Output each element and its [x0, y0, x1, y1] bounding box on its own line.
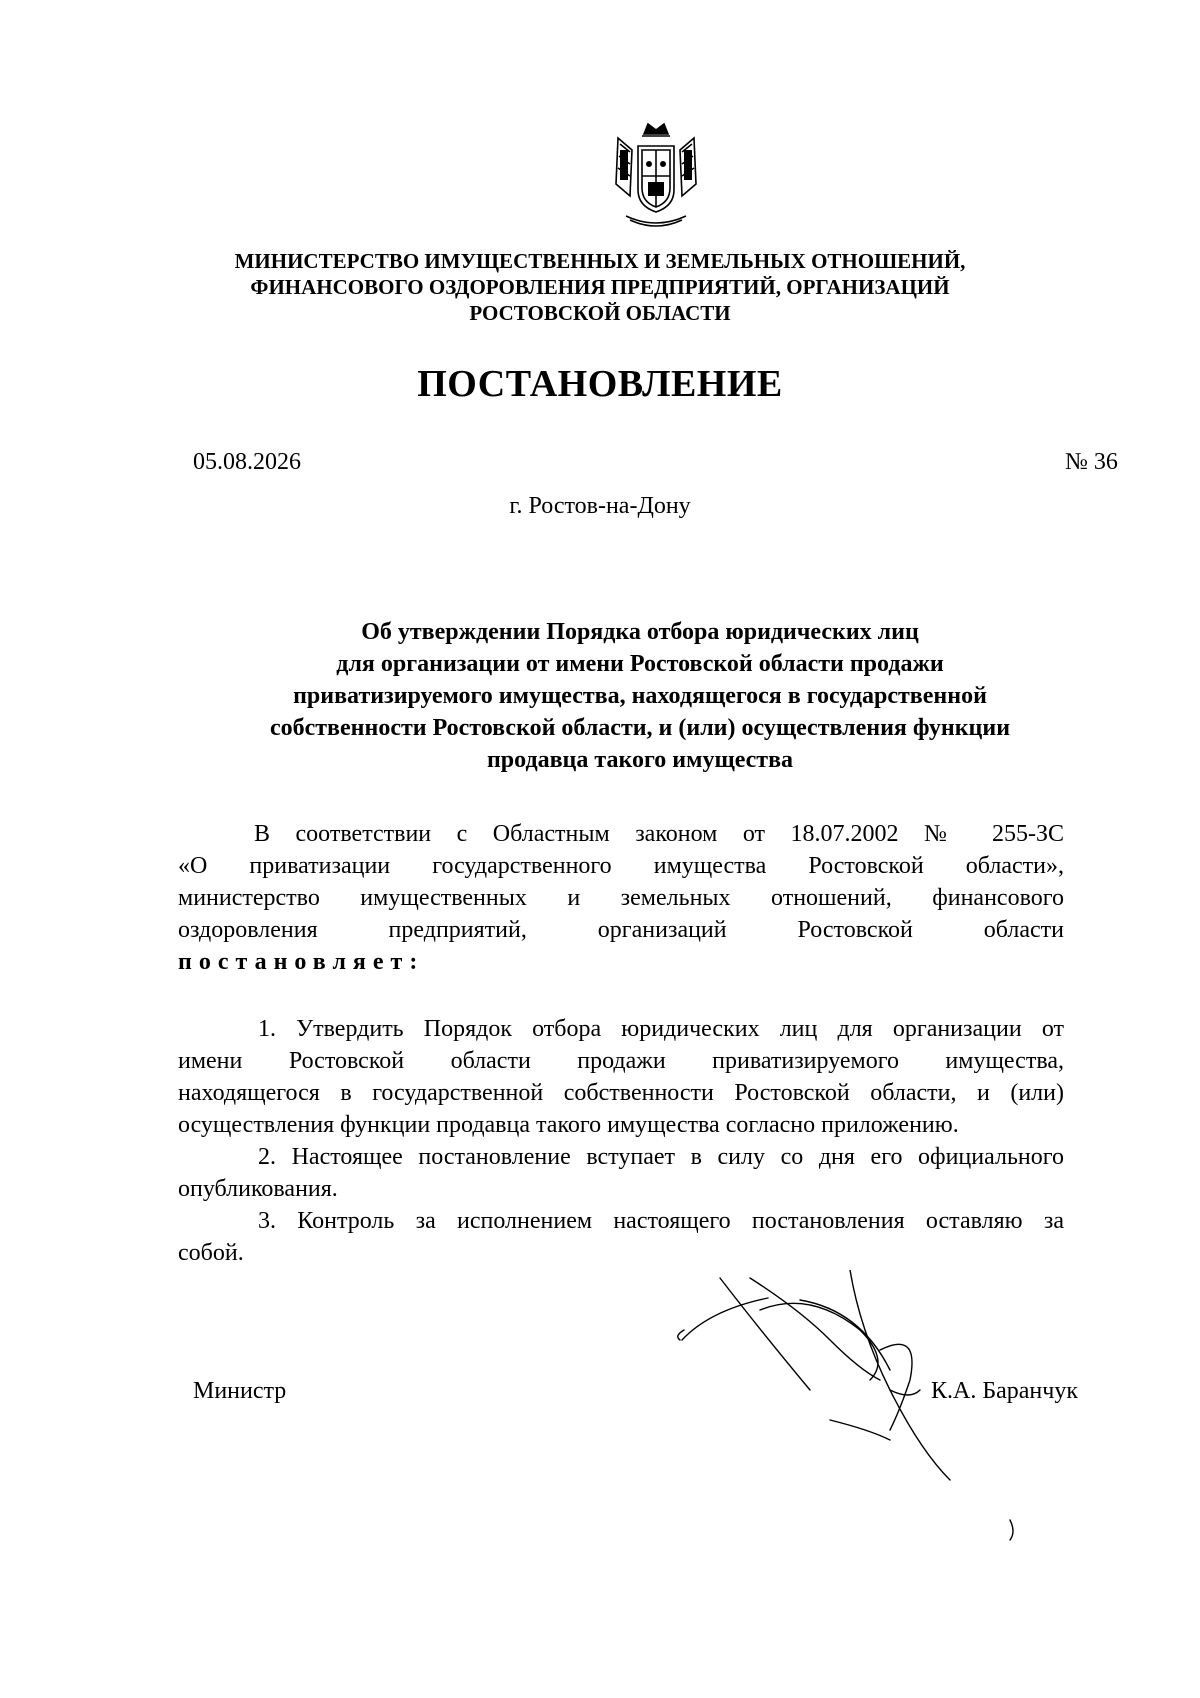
- ministry-line: ФИНАНСОВОГО ОЗДОРОВЛЕНИЯ ПРЕДПРИЯТИЙ, ОРГАНИЗАЦИЙ: [250, 275, 950, 299]
- item-3-line: собой.: [178, 1240, 244, 1266]
- subject-line: приватизируемого имущества, находящегося в государственной: [293, 683, 987, 709]
- signatory-name: К.А. Баранчук: [931, 1378, 1078, 1404]
- ministry-line: РОСТОВСКОЙ ОБЛАСТИ: [469, 301, 731, 325]
- coat-of-arms-icon: [608, 120, 704, 234]
- resolves-word: постановляет:: [178, 949, 425, 975]
- item-2-line: опубликования.: [178, 1176, 338, 1202]
- item-2-line: 2. Настоящее постановление вступает в силу со дня его официального: [258, 1144, 1064, 1170]
- preamble-line: оздоровления предприятий, организаций Ростовской области: [178, 917, 1064, 943]
- preamble-line: министерство имущественных и земельных отношений, финансового: [178, 885, 1064, 911]
- subject-line: собственности Ростовской области, и (или) осуществления функции: [269, 715, 1011, 741]
- resolution-items: [178, 1013, 1064, 1269]
- item-1-line: имени Ростовской области продажи приватизируемого имущества,: [178, 1048, 1064, 1074]
- item-1-line: находящегося в государственной собственности Ростовской области, и (или): [178, 1080, 1064, 1106]
- preamble-line: «О приватизации государственного имущества Ростовской области»,: [178, 853, 1064, 879]
- subject-line: Об утверждении Порядка отбора юридических лиц: [361, 619, 919, 645]
- item-1-line: осуществления функции продавца такого имущества согласно приложению.: [178, 1112, 959, 1138]
- preamble-line: В соответствии с Областным законом от 18.07.2002 № 255-ЗС: [254, 821, 1064, 847]
- handwritten-signature-icon: [660, 1270, 1110, 1560]
- item-3-line: 3. Контроль за исполнением настоящего постановления оставляю за: [258, 1208, 1064, 1234]
- signatory-title: Министр: [193, 1378, 287, 1404]
- document-subject: [190, 616, 1090, 776]
- document-date: 05.08.2026: [193, 449, 301, 475]
- ministry-name: [200, 248, 1000, 326]
- document-number: № 36: [1065, 449, 1118, 475]
- item-1-line: 1. Утвердить Порядок отбора юридических лиц для организации от: [258, 1016, 1064, 1042]
- ministry-line: МИНИСТЕРСТВО ИМУЩЕСТВЕННЫХ И ЗЕМЕЛЬНЫХ ОТНОШЕНИЙ,: [234, 249, 966, 273]
- preamble-paragraph: [178, 818, 1064, 978]
- document-place: г. Ростов-на-Дону: [509, 493, 691, 519]
- subject-line: продавца такого имущества: [486, 747, 794, 773]
- document-type: ПОСТАНОВЛЕНИЕ: [417, 363, 783, 405]
- subject-line: для организации от имени Ростовской области продажи: [336, 651, 944, 677]
